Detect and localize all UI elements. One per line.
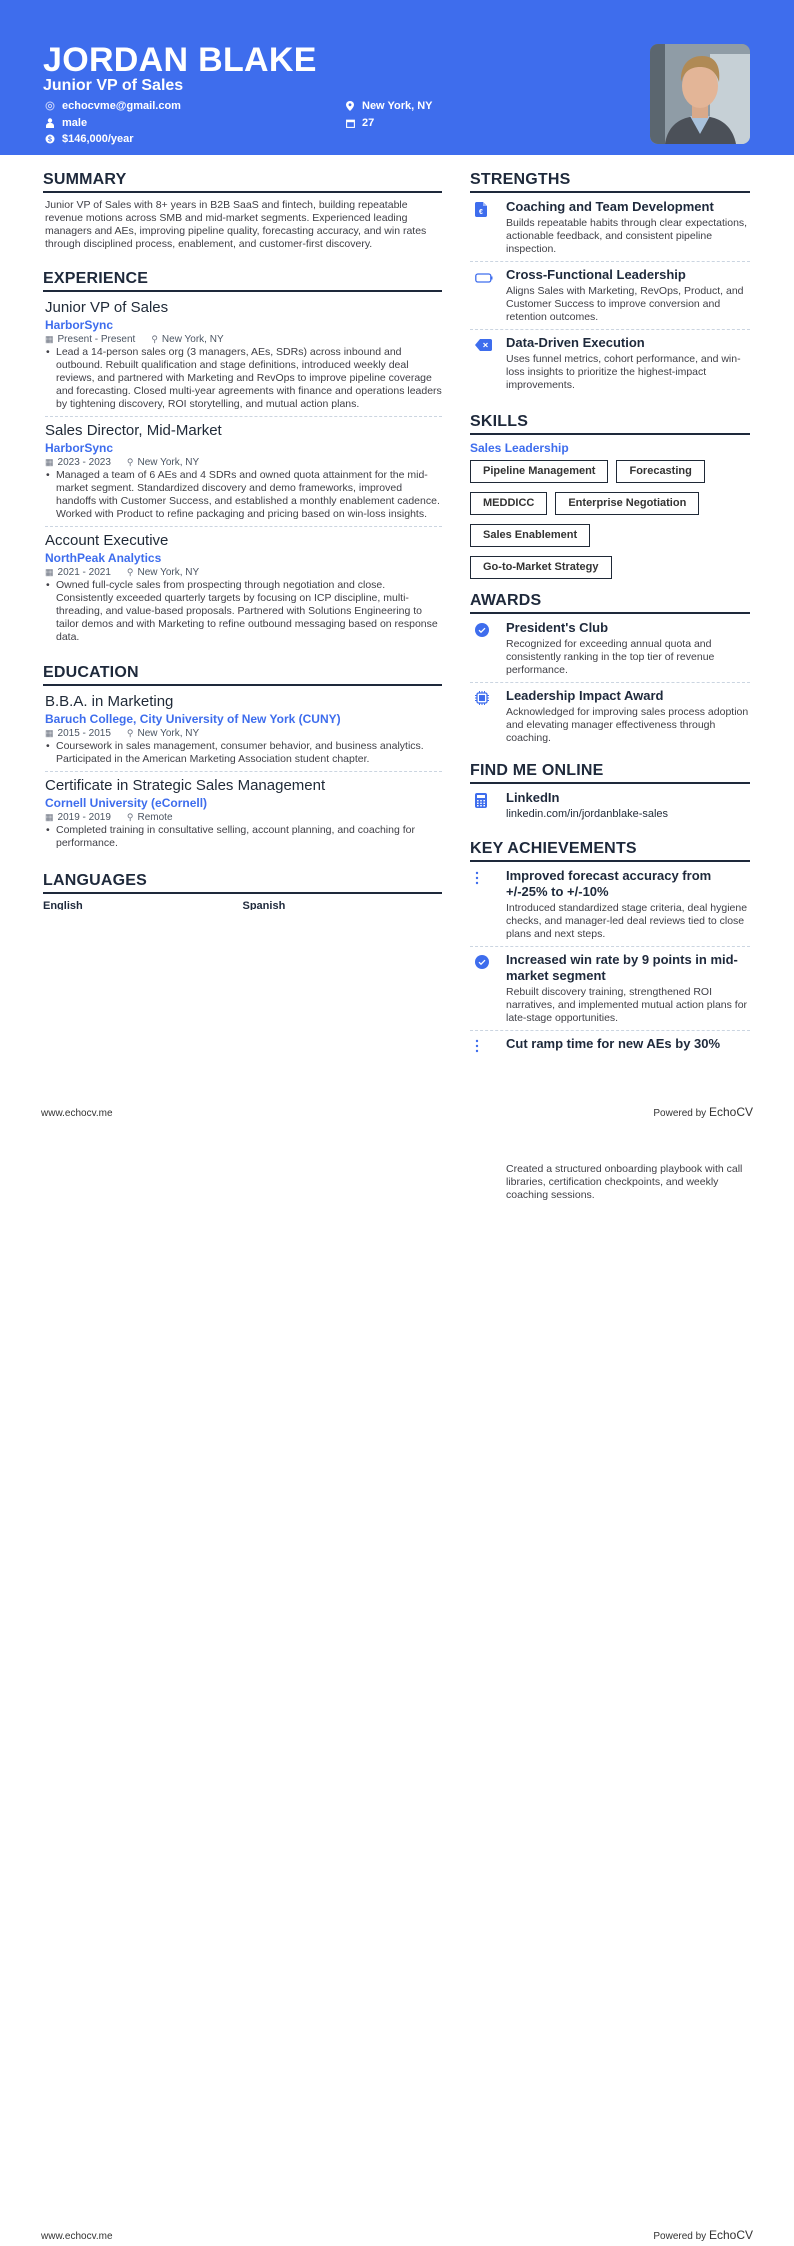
online-title: LinkedIn bbox=[506, 790, 560, 805]
section-heading-education: EDUCATION bbox=[43, 663, 442, 686]
calendar-icon: ▦ bbox=[45, 457, 54, 467]
awards-list bbox=[470, 620, 750, 750]
svg-text:€: € bbox=[479, 209, 483, 216]
section-heading-achievements: KEY ACHIEVEMENTS bbox=[470, 839, 750, 862]
location-icon: ⚲ bbox=[126, 812, 134, 822]
calculator-icon bbox=[470, 790, 506, 821]
language-item: English bbox=[43, 900, 83, 910]
job-meta: ▦ 2023 - 2023 ⚲ New York, NY bbox=[45, 457, 200, 468]
strength-desc: Aligns Sales with Marketing, RevOps, Product, and Customer Success to improve conversion and retention outcomes. bbox=[506, 285, 744, 323]
company-name: HarborSync bbox=[45, 441, 114, 455]
job-title: Sales Director, Mid-Market bbox=[45, 422, 222, 439]
skill-chip: Sales Enablement bbox=[470, 524, 590, 547]
location-icon: ⚲ bbox=[126, 728, 134, 738]
strength-item bbox=[470, 267, 750, 330]
job-bullet: • Managed a team of 6 AEs and 4 SDRs and owned quota attainment for the mid-market segment. Standardized discovery and demo frameworks, improved handoffs with Customer Success, and established a monthly enablement cadence. Worked with Product to refine packaging and pricing based on win-loss insights. bbox=[45, 469, 442, 521]
achievement-item bbox=[470, 868, 750, 947]
strengths-list bbox=[470, 199, 750, 397]
section-heading-online: FIND ME ONLINE bbox=[470, 761, 750, 784]
section-heading-skills: SKILLS bbox=[470, 412, 750, 435]
contact-salary: $ $146,000/year bbox=[45, 132, 134, 146]
dots-vertical-icon bbox=[470, 1036, 506, 1058]
languages-list bbox=[43, 898, 442, 910]
company-name: HarborSync bbox=[45, 318, 114, 332]
education-bullet: • Coursework in sales management, consumer behavior, and business analytics. Participated in the American Marketing Association student chapter. bbox=[45, 740, 442, 766]
skill-category: Sales Leadership bbox=[470, 441, 569, 455]
online-item[interactable] bbox=[470, 790, 750, 826]
skills-chips bbox=[470, 460, 750, 579]
job-meta: ▦ Present - Present ⚲ New York, NY bbox=[45, 334, 224, 345]
experience-item bbox=[45, 421, 442, 527]
summary-text: Junior VP of Sales with 8+ years in B2B SaaS and fintech, building repeatable revenue motions across SMB and mid-market segments. Experienced leading managers and AEs, improving pipeline quality, forecasting accuracy, and win rates through disciplined process, enablement, and customer-first discovery. bbox=[45, 199, 427, 250]
document-euro-icon bbox=[470, 199, 506, 256]
award-desc: Acknowledged for improving sales process adoption and elevating manager effectiveness through coaching. bbox=[506, 706, 749, 744]
award-item bbox=[470, 688, 750, 750]
money-icon bbox=[45, 134, 55, 144]
location-icon: ⚲ bbox=[126, 457, 134, 467]
achievement-desc: Introduced standardized stage criteria, deal hygiene checks, and manager-led deal reviews tied to close plans and next steps. bbox=[506, 902, 748, 940]
strength-desc: Uses funnel metrics, cohort performance, and win-loss insights to prioritize the highest-impact improvements. bbox=[506, 353, 741, 391]
contact-location: New York, NY bbox=[345, 99, 433, 113]
powered-by: Powered by EchoCV bbox=[653, 2228, 753, 2242]
experience-item bbox=[45, 298, 442, 417]
experience-list bbox=[43, 298, 442, 649]
achievement-desc: Rebuilt discovery training, strengthened ROI narratives, and implemented mutual action plans for late-stage opportunities. bbox=[506, 986, 748, 1024]
strength-item bbox=[470, 199, 750, 262]
job-bullet: • Lead a 14-person sales org (3 managers, AEs, SDRs) across inbound and outbound. Rebuilt qualification and stage definitions, introduced weekly deal reviews, and partnered with Marketing and RevOps to improve pipeline coverage and forecasting. Closed multi-year agreements with finance and operations leaders by tightening discovery, ROI storytelling, and mutual action plans. bbox=[45, 346, 442, 411]
education-meta: ▦ 2015 - 2015 ⚲ New York, NY bbox=[45, 728, 200, 739]
dots-vertical-icon bbox=[470, 868, 506, 941]
location-icon bbox=[345, 101, 355, 111]
calendar-icon: ▦ bbox=[45, 728, 54, 738]
battery-icon bbox=[470, 267, 506, 324]
degree: B.B.A. in Marketing bbox=[45, 693, 174, 710]
calendar-icon: ▦ bbox=[45, 334, 54, 344]
school-name: Baruch College, City University of New York (CUNY) bbox=[45, 712, 341, 726]
contact-email[interactable]: echocvme@gmail.com bbox=[45, 99, 181, 113]
footer-site-link[interactable]: www.echocv.me bbox=[41, 1108, 113, 1119]
award-title: President's Club bbox=[506, 620, 609, 635]
education-list bbox=[43, 692, 442, 855]
check-circle-icon bbox=[470, 620, 506, 677]
calendar-icon: ▦ bbox=[45, 812, 54, 822]
online-list bbox=[470, 790, 750, 826]
candidate-title: Junior VP of Sales bbox=[43, 77, 184, 94]
achievement-item bbox=[470, 952, 750, 1031]
job-title: Junior VP of Sales bbox=[45, 299, 169, 316]
job-bullet: • Owned full-cycle sales from prospecting through negotiation and close. Consistently exceeded quarterly targets by focusing on ICP discipline, multi-threading, and value-based proposals. Partnered with Solutions Engineering to tailor demos and with Marketing to refine outbound messaging based on response data. bbox=[45, 579, 442, 644]
company-name: NorthPeak Analytics bbox=[45, 551, 162, 565]
calendar-icon: ▦ bbox=[45, 567, 54, 577]
education-meta: ▦ 2019 - 2019 ⚲ Remote bbox=[45, 812, 173, 823]
section-heading-summary: SUMMARY bbox=[43, 170, 442, 193]
strength-title: Data-Driven Execution bbox=[506, 335, 645, 350]
experience-item bbox=[45, 531, 442, 649]
award-title: Leadership Impact Award bbox=[506, 688, 664, 703]
job-meta: ▦ 2021 - 2021 ⚲ New York, NY bbox=[45, 567, 200, 578]
linkedin-link[interactable]: linkedin.com/in/jordanblake-sales bbox=[506, 808, 669, 820]
brand-logo: EchoCV bbox=[708, 1105, 753, 1119]
section-heading-awards: AWARDS bbox=[470, 591, 750, 614]
svg-text:$: $ bbox=[48, 136, 52, 144]
contact-age: 27 bbox=[345, 116, 374, 130]
language-item: Spanish bbox=[242, 900, 286, 910]
location-icon: ⚲ bbox=[151, 334, 158, 344]
strength-item bbox=[470, 335, 750, 397]
backspace-icon bbox=[470, 335, 506, 392]
strength-title: Cross-Functional Leadership bbox=[506, 267, 686, 282]
section-heading-languages: LANGUAGES bbox=[43, 871, 442, 894]
page-footer bbox=[41, 2228, 753, 2242]
right-column bbox=[470, 170, 750, 1073]
skill-chip: Pipeline Management bbox=[470, 460, 608, 483]
brand-logo: EchoCV bbox=[708, 2228, 753, 2242]
chip-icon bbox=[470, 688, 506, 745]
award-item bbox=[470, 620, 750, 683]
achievement-title: Improved forecast accuracy from +/-25% to +/-10% bbox=[506, 868, 712, 899]
achievements-list bbox=[470, 868, 750, 1073]
powered-by: Powered by EchoCV bbox=[653, 1105, 753, 1119]
at-icon bbox=[45, 101, 55, 111]
skill-chip: Forecasting bbox=[616, 460, 704, 483]
location-icon: ⚲ bbox=[126, 567, 134, 577]
candidate-name: JORDAN BLAKE bbox=[43, 41, 317, 79]
school-name: Cornell University (eCornell) bbox=[45, 796, 208, 810]
skill-chip: Go-to-Market Strategy bbox=[470, 556, 612, 579]
strength-title: Coaching and Team Development bbox=[506, 199, 714, 214]
education-item bbox=[45, 776, 442, 855]
achievement-desc-overflow: Created a structured onboarding playbook with call libraries, certification checkpoints, and weekly coaching sessions. bbox=[506, 1163, 743, 1201]
person-icon bbox=[45, 118, 55, 128]
education-bullet: • Completed training in consultative selling, account planning, and coaching for performance. bbox=[45, 824, 442, 850]
page-footer bbox=[41, 1105, 753, 1119]
resume-header bbox=[0, 0, 794, 155]
calendar-icon bbox=[345, 118, 355, 128]
left-column bbox=[43, 170, 442, 910]
footer-site-link[interactable]: www.echocv.me bbox=[41, 2231, 113, 2242]
strength-desc: Builds repeatable habits through clear expectations, actionable feedback, and consistent pipeline inspection. bbox=[506, 217, 748, 255]
achievement-title: Cut ramp time for new AEs by 30% bbox=[506, 1036, 721, 1051]
contact-gender: male bbox=[45, 116, 87, 130]
achievement-title: Increased win rate by 9 points in mid-market segment bbox=[506, 952, 738, 983]
section-heading-strengths: STRENGTHS bbox=[470, 170, 750, 193]
section-heading-experience: EXPERIENCE bbox=[43, 269, 442, 292]
profile-photo bbox=[650, 44, 750, 144]
skill-chip: MEDDICC bbox=[470, 492, 547, 515]
degree: Certificate in Strategic Sales Management bbox=[45, 777, 326, 794]
skill-chip: Enterprise Negotiation bbox=[555, 492, 699, 515]
check-circle-icon bbox=[470, 952, 506, 1025]
achievement-item bbox=[470, 1036, 750, 1063]
job-title: Account Executive bbox=[45, 532, 169, 549]
award-desc: Recognized for exceeding annual quota and consistently ranking in the top tier of revenue performance. bbox=[506, 638, 715, 676]
education-item bbox=[45, 692, 442, 772]
